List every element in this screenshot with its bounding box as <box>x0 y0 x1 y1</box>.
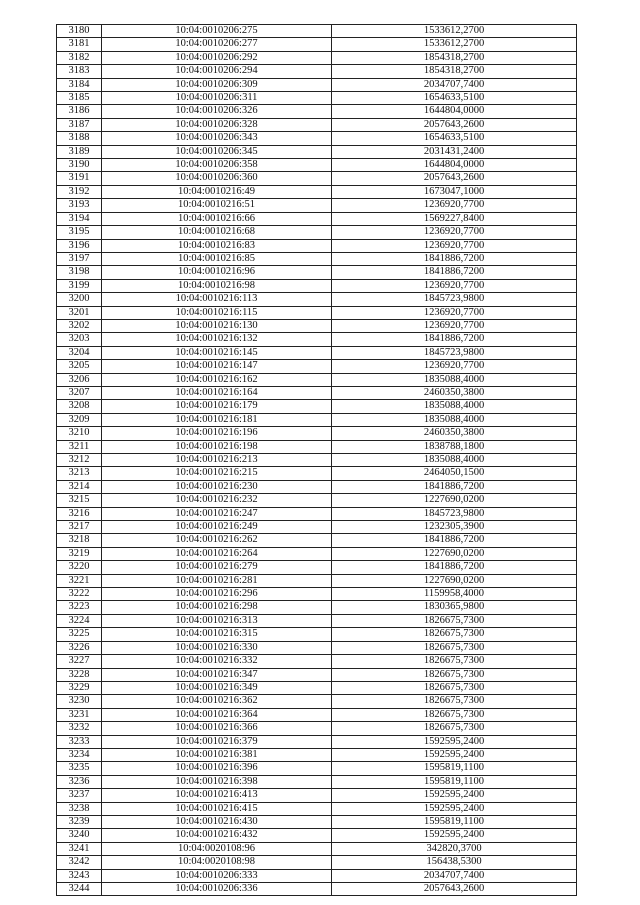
value-cell: 1830365,9800 <box>332 601 577 614</box>
table-row <box>57 467 577 480</box>
value-cell: 1841886,7200 <box>332 252 577 265</box>
row-number-cell: 3215 <box>57 494 102 507</box>
table-row <box>57 266 577 279</box>
table-row <box>57 628 577 641</box>
cadastral-number-cell: 10:04:0010206:277 <box>102 38 332 51</box>
value-cell: 2460350,3800 <box>332 386 577 399</box>
value-cell: 1236920,7700 <box>332 199 577 212</box>
table-row <box>57 561 577 574</box>
table-row <box>57 212 577 225</box>
table-row <box>57 293 577 306</box>
row-number-cell: 3201 <box>57 306 102 319</box>
table-row <box>57 574 577 587</box>
row-number-cell: 3203 <box>57 333 102 346</box>
row-number-cell: 3235 <box>57 762 102 775</box>
row-number-cell: 3205 <box>57 360 102 373</box>
cadastral-number-cell: 10:04:0010216:330 <box>102 641 332 654</box>
value-cell: 1236920,7700 <box>332 279 577 292</box>
table-row <box>57 588 577 601</box>
row-number-cell: 3218 <box>57 534 102 547</box>
row-number-cell: 3208 <box>57 400 102 413</box>
row-number-cell: 3229 <box>57 681 102 694</box>
cadastral-number-cell: 10:04:0010216:332 <box>102 655 332 668</box>
table-row <box>57 869 577 882</box>
cadastral-number-cell: 10:04:0010206:360 <box>102 172 332 185</box>
cadastral-number-cell: 10:04:0010216:115 <box>102 306 332 319</box>
row-number-cell: 3202 <box>57 319 102 332</box>
value-cell: 1595819,1100 <box>332 762 577 775</box>
cadastral-number-cell: 10:04:0010216:85 <box>102 252 332 265</box>
cadastral-number-cell: 10:04:0010216:230 <box>102 480 332 493</box>
table-row <box>57 38 577 51</box>
data-table <box>56 24 577 896</box>
table-row <box>57 614 577 627</box>
row-number-cell: 3239 <box>57 815 102 828</box>
value-cell: 1841886,7200 <box>332 480 577 493</box>
cadastral-number-cell: 10:04:0010216:215 <box>102 467 332 480</box>
row-number-cell: 3198 <box>57 266 102 279</box>
row-number-cell: 3186 <box>57 105 102 118</box>
row-number-cell: 3223 <box>57 601 102 614</box>
value-cell: 1835088,4000 <box>332 400 577 413</box>
value-cell: 1826675,7300 <box>332 695 577 708</box>
value-cell: 1236920,7700 <box>332 319 577 332</box>
row-number-cell: 3196 <box>57 239 102 252</box>
cadastral-number-cell: 10:04:0010216:162 <box>102 373 332 386</box>
table-row <box>57 668 577 681</box>
row-number-cell: 3222 <box>57 588 102 601</box>
table-row <box>57 306 577 319</box>
value-cell: 1654633,5100 <box>332 132 577 145</box>
cadastral-number-cell: 10:04:0010216:130 <box>102 319 332 332</box>
cadastral-number-cell: 10:04:0010216:364 <box>102 708 332 721</box>
row-number-cell: 3206 <box>57 373 102 386</box>
value-cell: 1592595,2400 <box>332 748 577 761</box>
value-cell: 1835088,4000 <box>332 454 577 467</box>
cadastral-number-cell: 10:04:0010216:432 <box>102 829 332 842</box>
cadastral-number-cell: 10:04:0010206:326 <box>102 105 332 118</box>
table-row <box>57 172 577 185</box>
cadastral-number-cell: 10:04:0010206:333 <box>102 869 332 882</box>
table-row <box>57 695 577 708</box>
cadastral-number-cell: 10:04:0010206:294 <box>102 65 332 78</box>
value-cell: 1232305,3900 <box>332 521 577 534</box>
value-cell: 1592595,2400 <box>332 829 577 842</box>
table-row <box>57 105 577 118</box>
value-cell: 1592595,2400 <box>332 802 577 815</box>
table-row <box>57 748 577 761</box>
value-cell: 1841886,7200 <box>332 561 577 574</box>
row-number-cell: 3238 <box>57 802 102 815</box>
cadastral-number-cell: 10:04:0010216:213 <box>102 454 332 467</box>
row-number-cell: 3211 <box>57 440 102 453</box>
row-number-cell: 3213 <box>57 467 102 480</box>
row-number-cell: 3197 <box>57 252 102 265</box>
value-cell: 1826675,7300 <box>332 722 577 735</box>
row-number-cell: 3180 <box>57 25 102 38</box>
cadastral-number-cell: 10:04:0010206:345 <box>102 145 332 158</box>
row-number-cell: 3219 <box>57 547 102 560</box>
cadastral-number-cell: 10:04:0020108:98 <box>102 856 332 869</box>
table-row <box>57 681 577 694</box>
row-number-cell: 3192 <box>57 185 102 198</box>
table-row <box>57 454 577 467</box>
value-cell: 2057643,2600 <box>332 172 577 185</box>
value-cell: 1592595,2400 <box>332 735 577 748</box>
value-cell: 1835088,4000 <box>332 413 577 426</box>
table-row <box>57 239 577 252</box>
table-row <box>57 775 577 788</box>
cadastral-number-cell: 10:04:0010206:292 <box>102 51 332 64</box>
row-number-cell: 3200 <box>57 293 102 306</box>
value-cell: 1826675,7300 <box>332 681 577 694</box>
value-cell: 2460350,3800 <box>332 427 577 440</box>
value-cell: 2464050,1500 <box>332 467 577 480</box>
value-cell: 1595819,1100 <box>332 775 577 788</box>
value-cell: 1845723,9800 <box>332 293 577 306</box>
value-cell: 1227690,0200 <box>332 494 577 507</box>
cadastral-number-cell: 10:04:0010206:343 <box>102 132 332 145</box>
value-cell: 1159958,4000 <box>332 588 577 601</box>
value-cell: 156438,5300 <box>332 856 577 869</box>
table-row <box>57 65 577 78</box>
table-row <box>57 641 577 654</box>
row-number-cell: 3233 <box>57 735 102 748</box>
row-number-cell: 3182 <box>57 51 102 64</box>
cadastral-number-cell: 10:04:0010216:396 <box>102 762 332 775</box>
cadastral-number-cell: 10:04:0010216:83 <box>102 239 332 252</box>
value-cell: 1826675,7300 <box>332 628 577 641</box>
row-number-cell: 3183 <box>57 65 102 78</box>
row-number-cell: 3227 <box>57 655 102 668</box>
value-cell: 1838788,1800 <box>332 440 577 453</box>
table-row <box>57 762 577 775</box>
value-cell: 1854318,2700 <box>332 51 577 64</box>
row-number-cell: 3237 <box>57 789 102 802</box>
table-row <box>57 25 577 38</box>
value-cell: 1841886,7200 <box>332 333 577 346</box>
value-cell: 1826675,7300 <box>332 641 577 654</box>
table-row <box>57 789 577 802</box>
table-row <box>57 480 577 493</box>
cadastral-number-cell: 10:04:0010216:362 <box>102 695 332 708</box>
table-row <box>57 319 577 332</box>
value-cell: 1854318,2700 <box>332 65 577 78</box>
cadastral-number-cell: 10:04:0010216:66 <box>102 212 332 225</box>
table-row <box>57 226 577 239</box>
cadastral-number-cell: 10:04:0010216:347 <box>102 668 332 681</box>
value-cell: 2034707,7400 <box>332 869 577 882</box>
value-cell: 1845723,9800 <box>332 346 577 359</box>
table-row <box>57 601 577 614</box>
cadastral-number-cell: 10:04:0010216:298 <box>102 601 332 614</box>
cadastral-number-cell: 10:04:0010216:147 <box>102 360 332 373</box>
table-row <box>57 413 577 426</box>
row-number-cell: 3204 <box>57 346 102 359</box>
cadastral-number-cell: 10:04:0010216:413 <box>102 789 332 802</box>
row-number-cell: 3189 <box>57 145 102 158</box>
cadastral-number-cell: 10:04:0010216:247 <box>102 507 332 520</box>
table-row <box>57 856 577 869</box>
value-cell: 1845723,9800 <box>332 507 577 520</box>
row-number-cell: 3194 <box>57 212 102 225</box>
row-number-cell: 3244 <box>57 883 102 896</box>
cadastral-number-cell: 10:04:0010216:232 <box>102 494 332 507</box>
row-number-cell: 3236 <box>57 775 102 788</box>
cadastral-number-cell: 10:04:0010216:51 <box>102 199 332 212</box>
row-number-cell: 3234 <box>57 748 102 761</box>
table-row <box>57 547 577 560</box>
row-number-cell: 3232 <box>57 722 102 735</box>
value-cell: 1236920,7700 <box>332 306 577 319</box>
row-number-cell: 3210 <box>57 427 102 440</box>
value-cell: 1644804,0000 <box>332 159 577 172</box>
table-row <box>57 802 577 815</box>
table-row <box>57 829 577 842</box>
cadastral-number-cell: 10:04:0010206:311 <box>102 92 332 105</box>
table-row <box>57 440 577 453</box>
table-row <box>57 333 577 346</box>
value-cell: 2031431,2400 <box>332 145 577 158</box>
cadastral-number-cell: 10:04:0010216:279 <box>102 561 332 574</box>
cadastral-number-cell: 10:04:0010216:164 <box>102 386 332 399</box>
value-cell: 1592595,2400 <box>332 789 577 802</box>
value-cell: 342820,3700 <box>332 842 577 855</box>
table-row <box>57 534 577 547</box>
table-row <box>57 722 577 735</box>
value-cell: 1826675,7300 <box>332 668 577 681</box>
row-number-cell: 3190 <box>57 159 102 172</box>
table-row <box>57 360 577 373</box>
cadastral-number-cell: 10:04:0010216:379 <box>102 735 332 748</box>
cadastral-number-cell: 10:04:0010216:179 <box>102 400 332 413</box>
cadastral-number-cell: 10:04:0010216:366 <box>102 722 332 735</box>
table-row <box>57 386 577 399</box>
row-number-cell: 3224 <box>57 614 102 627</box>
table-row <box>57 132 577 145</box>
row-number-cell: 3191 <box>57 172 102 185</box>
cadastral-number-cell: 10:04:0010216:132 <box>102 333 332 346</box>
table-row <box>57 494 577 507</box>
row-number-cell: 3212 <box>57 454 102 467</box>
row-number-cell: 3193 <box>57 199 102 212</box>
cadastral-number-cell: 10:04:0010216:198 <box>102 440 332 453</box>
value-cell: 1644804,0000 <box>332 105 577 118</box>
table-row <box>57 185 577 198</box>
table-row <box>57 78 577 91</box>
cadastral-number-cell: 10:04:0010216:96 <box>102 266 332 279</box>
table-row <box>57 815 577 828</box>
row-number-cell: 3241 <box>57 842 102 855</box>
table-row <box>57 279 577 292</box>
row-number-cell: 3188 <box>57 132 102 145</box>
cadastral-number-cell: 10:04:0010206:358 <box>102 159 332 172</box>
cadastral-number-cell: 10:04:0010206:309 <box>102 78 332 91</box>
cadastral-number-cell: 10:04:0010216:315 <box>102 628 332 641</box>
table-row <box>57 118 577 131</box>
cadastral-number-cell: 10:04:0010206:328 <box>102 118 332 131</box>
table-row <box>57 708 577 721</box>
value-cell: 1826675,7300 <box>332 708 577 721</box>
cadastral-number-cell: 10:04:0010206:336 <box>102 883 332 896</box>
cadastral-number-cell: 10:04:0010216:381 <box>102 748 332 761</box>
value-cell: 1236920,7700 <box>332 360 577 373</box>
cadastral-number-cell: 10:04:0010216:181 <box>102 413 332 426</box>
value-cell: 1227690,0200 <box>332 574 577 587</box>
row-number-cell: 3231 <box>57 708 102 721</box>
table-row <box>57 427 577 440</box>
value-cell: 1841886,7200 <box>332 266 577 279</box>
row-number-cell: 3216 <box>57 507 102 520</box>
value-cell: 1533612,2700 <box>332 25 577 38</box>
cadastral-number-cell: 10:04:0010216:49 <box>102 185 332 198</box>
value-cell: 2057643,2600 <box>332 883 577 896</box>
row-number-cell: 3221 <box>57 574 102 587</box>
table-row <box>57 521 577 534</box>
table-row <box>57 199 577 212</box>
row-number-cell: 3226 <box>57 641 102 654</box>
table-row <box>57 655 577 668</box>
cadastral-number-cell: 10:04:0010216:296 <box>102 588 332 601</box>
cadastral-number-cell: 10:04:0020108:96 <box>102 842 332 855</box>
cadastral-number-cell: 10:04:0010216:68 <box>102 226 332 239</box>
row-number-cell: 3184 <box>57 78 102 91</box>
cadastral-number-cell: 10:04:0010216:349 <box>102 681 332 694</box>
cadastral-number-cell: 10:04:0010216:113 <box>102 293 332 306</box>
row-number-cell: 3199 <box>57 279 102 292</box>
cadastral-number-cell: 10:04:0010216:281 <box>102 574 332 587</box>
value-cell: 1236920,7700 <box>332 239 577 252</box>
row-number-cell: 3217 <box>57 521 102 534</box>
row-number-cell: 3228 <box>57 668 102 681</box>
value-cell: 2034707,7400 <box>332 78 577 91</box>
row-number-cell: 3209 <box>57 413 102 426</box>
value-cell: 1835088,4000 <box>332 373 577 386</box>
table-row <box>57 159 577 172</box>
cadastral-number-cell: 10:04:0010206:275 <box>102 25 332 38</box>
row-number-cell: 3207 <box>57 386 102 399</box>
table-row <box>57 51 577 64</box>
table-row <box>57 346 577 359</box>
row-number-cell: 3187 <box>57 118 102 131</box>
table-row <box>57 400 577 413</box>
value-cell: 1236920,7700 <box>332 226 577 239</box>
value-cell: 2057643,2600 <box>332 118 577 131</box>
table-row <box>57 373 577 386</box>
value-cell: 1595819,1100 <box>332 815 577 828</box>
row-number-cell: 3242 <box>57 856 102 869</box>
table-row <box>57 735 577 748</box>
row-number-cell: 3243 <box>57 869 102 882</box>
row-number-cell: 3195 <box>57 226 102 239</box>
table-row <box>57 252 577 265</box>
cadastral-number-cell: 10:04:0010216:264 <box>102 547 332 560</box>
table-body <box>57 25 577 896</box>
cadastral-number-cell: 10:04:0010216:313 <box>102 614 332 627</box>
table-row <box>57 842 577 855</box>
value-cell: 1227690,0200 <box>332 547 577 560</box>
value-cell: 1673047,1000 <box>332 185 577 198</box>
value-cell: 1569227,8400 <box>332 212 577 225</box>
cadastral-number-cell: 10:04:0010216:196 <box>102 427 332 440</box>
row-number-cell: 3230 <box>57 695 102 708</box>
value-cell: 1841886,7200 <box>332 534 577 547</box>
cadastral-number-cell: 10:04:0010216:430 <box>102 815 332 828</box>
row-number-cell: 3181 <box>57 38 102 51</box>
table-row <box>57 883 577 896</box>
row-number-cell: 3240 <box>57 829 102 842</box>
cadastral-number-cell: 10:04:0010216:262 <box>102 534 332 547</box>
cadastral-number-cell: 10:04:0010216:98 <box>102 279 332 292</box>
value-cell: 1826675,7300 <box>332 614 577 627</box>
value-cell: 1533612,2700 <box>332 38 577 51</box>
cadastral-number-cell: 10:04:0010216:145 <box>102 346 332 359</box>
cadastral-number-cell: 10:04:0010216:415 <box>102 802 332 815</box>
row-number-cell: 3185 <box>57 92 102 105</box>
row-number-cell: 3214 <box>57 480 102 493</box>
cadastral-number-cell: 10:04:0010216:249 <box>102 521 332 534</box>
table-row <box>57 145 577 158</box>
value-cell: 1826675,7300 <box>332 655 577 668</box>
row-number-cell: 3225 <box>57 628 102 641</box>
cadastral-number-cell: 10:04:0010216:398 <box>102 775 332 788</box>
table-row <box>57 507 577 520</box>
row-number-cell: 3220 <box>57 561 102 574</box>
value-cell: 1654633,5100 <box>332 92 577 105</box>
table-row <box>57 92 577 105</box>
